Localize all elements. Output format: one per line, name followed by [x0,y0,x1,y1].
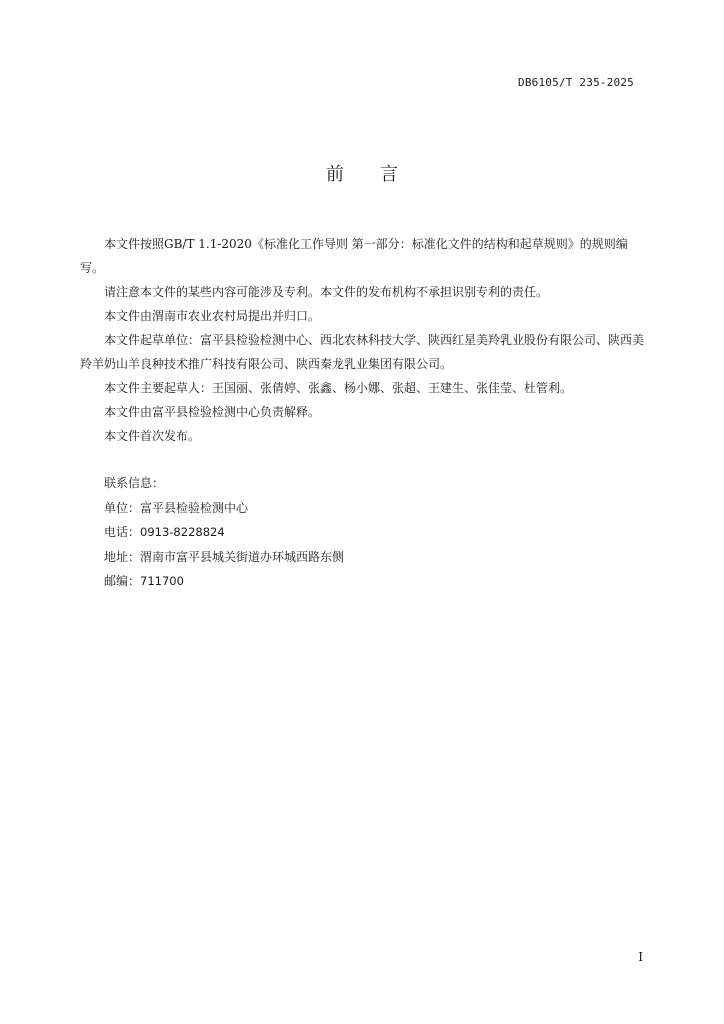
contact-heading: 联系信息： [104,476,165,490]
page-number: I [638,950,643,964]
contact-unit [104,496,624,521]
paragraph: 请注意本文件的某些内容可能涉及专利。本文件的发布机构不承担识别专利的责任。 [104,285,549,299]
contact-address-value: 渭南市富平县城关街道办环城西路东侧 [140,549,345,564]
doc-code: DB6105/T 235-2025 [518,76,634,89]
contact-address-label: 地址： [104,549,141,564]
contact-unit-label: 单位： [104,500,141,515]
contact-phone-value: 0913-8228824 [140,525,225,539]
paragraph: 本文件按照GB/T 1.1-2020《标准化工作导则 第一部分：标准化文件的结构和起草规则》的规则编写。 [80,237,628,275]
contact-postcode-label: 邮编： [104,574,141,588]
paragraph: 本文件主要起草人：王国丽、张倩婷、张鑫、杨小娜、张超、王建生、张佳莹、杜管利。 [104,381,573,395]
contact-phone [104,520,624,545]
paragraph: 本文件起草单位：富平县检验检测中心、西北农林科技大学、陕西红星美羚乳业股份有限公司、陕西美羚羊奶山羊良种技术推广科技有限公司、陕西秦龙乳业集团有限公司。 [80,333,645,371]
paragraph: 本文件由渭南市农业农村局提出并归口。 [104,309,321,323]
contact-address [104,545,624,570]
contact-info [104,471,624,594]
paragraph: 本文件首次发布。 [104,429,201,443]
page-title: 前言 [326,164,434,185]
contact-unit-value: 富平县检验检测中心 [140,500,249,515]
contact-phone-label: 电话： [104,525,141,539]
foreword-body [80,232,646,448]
paragraph: 本文件由富平县检验检测中心负责解释。 [104,405,321,419]
contact-postcode [104,569,624,594]
contact-postcode-value: 711700 [140,574,184,588]
